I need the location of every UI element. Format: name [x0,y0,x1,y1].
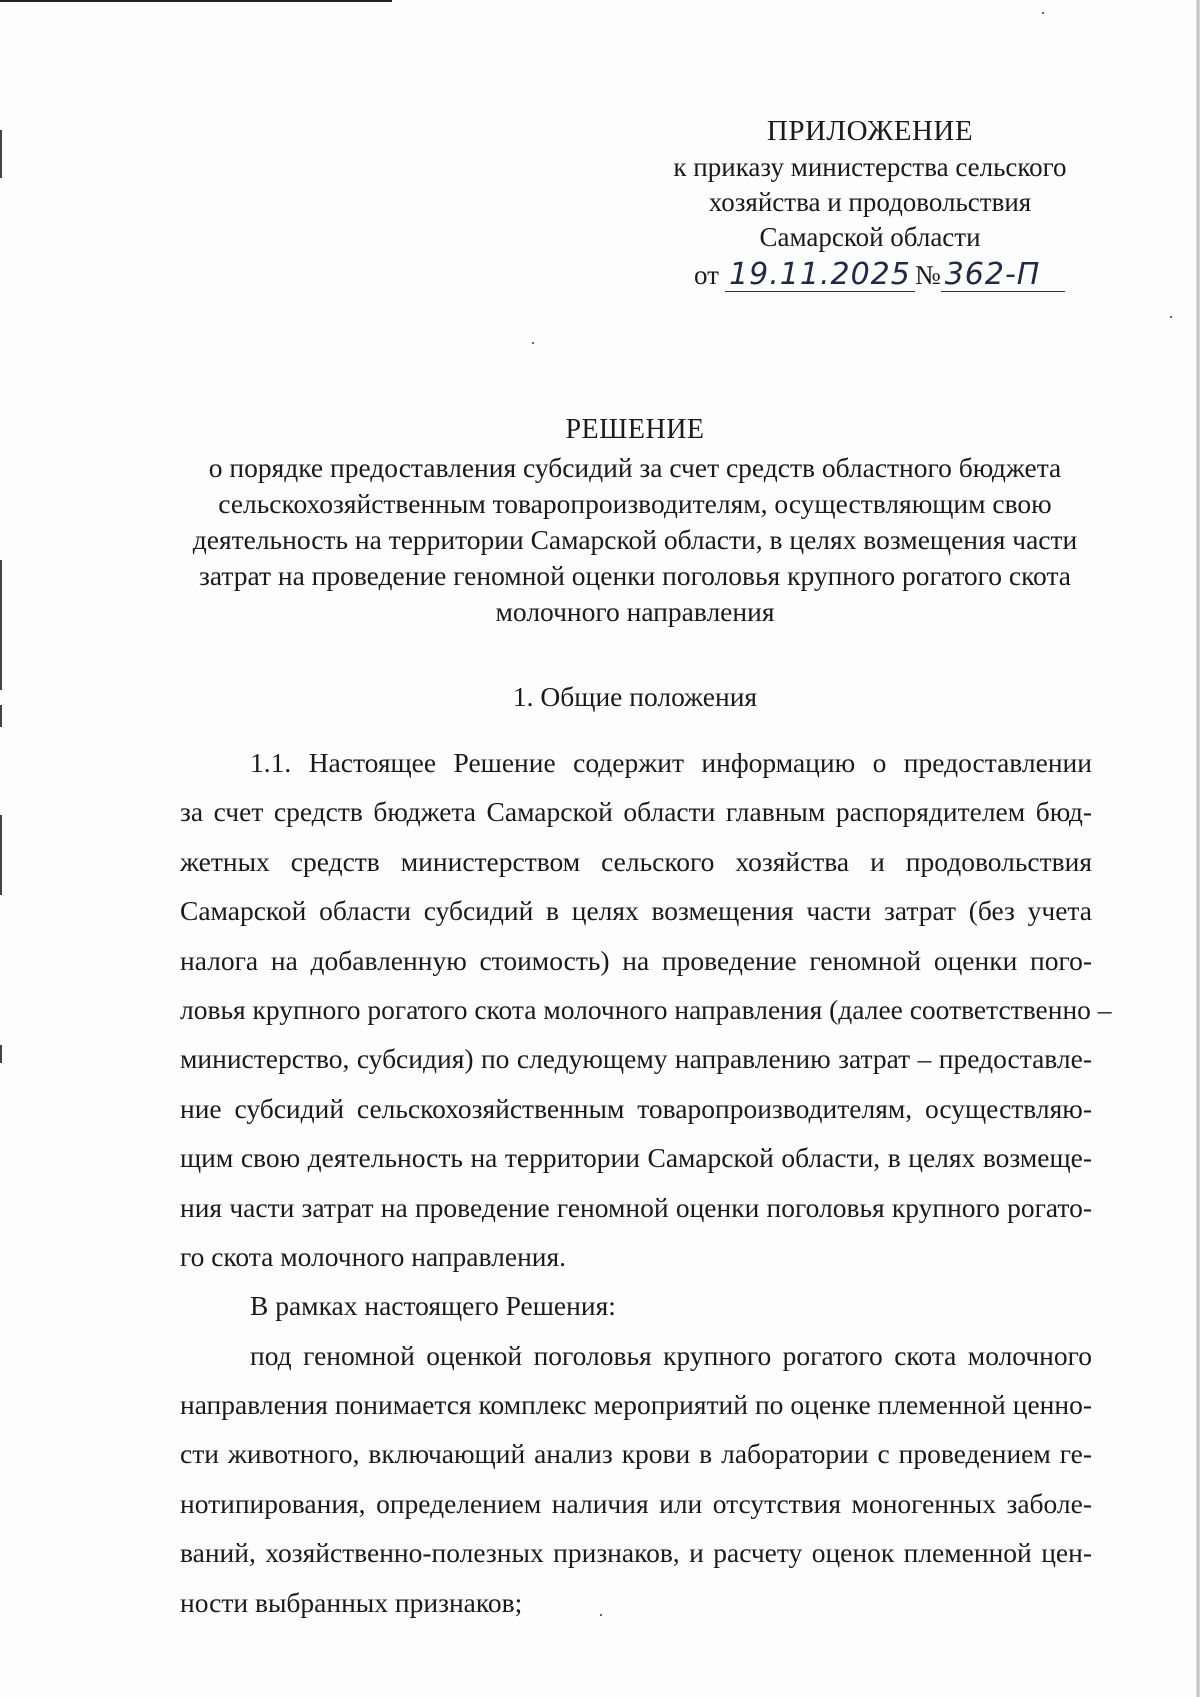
scan-artifact-dot [1042,12,1044,14]
text-line: ния части затрат на проведение геномной оценки поголовья крупного рогато- [180,1191,1092,1223]
order-prefix: от [694,260,719,290]
order-number-handwritten: 362-П [941,259,1065,292]
text-line: жетных средств министерством сельского хозяйства и продовольствия [180,845,1092,877]
text-line: нотипирования, определением наличия или отсутствия моногенных заболе- [180,1487,1092,1519]
text-line: министерство, субсидия) по следующему направлению затрат – предоставле- [180,1043,1092,1075]
scan-artifact-mark [0,130,2,178]
appendix-line: хозяйства и продовольствия [708,187,1032,217]
text-line: под геномной оценкой поголовья крупного рогатого скота молочного [250,1339,1092,1371]
text-line: сти животного, включающий анализ крови в лаборатории с проведением ге- [180,1438,1092,1470]
text-line: ние субсидий сельскохозяйственным товаропроизводителям, осуществляю- [180,1092,1092,1124]
appendix-header [600,112,1140,295]
decision-subtitle-line: молочного направления [495,596,775,627]
decision-subtitle-line: о порядке предоставления субсидий за счет средств областного бюджета [208,452,1062,483]
decision-heading [180,410,1090,630]
document-body [180,738,1112,1627]
paragraph [180,738,1112,1281]
appendix-line: к приказу министерства сельского [673,152,1067,182]
text-line: Самарской области субсидий в целях возмещения части затрат (без учета [180,895,1092,927]
text-line: щим свою деятельность на территории Самарской области, в целях возмеще- [180,1142,1092,1174]
scan-artifact-line [0,0,392,2]
text-line: ловья крупного рогатого скота молочного направления (далее соответственно – [180,993,1112,1025]
appendix-title: ПРИЛОЖЕНИЕ [766,115,974,147]
paragraph [180,1331,1092,1627]
order-number-sign: № [914,260,941,290]
decision-subtitle-line: сельскохозяйственным товаропроизводителям, осуществляющим свою [218,488,1052,519]
text-line: направления понимается комплекс мероприятий по оценке племенной ценно- [180,1389,1092,1421]
decision-subtitle-line: деятельность на территории Самарской области, в целях возмещения части [192,524,1078,555]
scan-artifact-dot [1170,316,1172,318]
scan-artifact-dot [532,342,534,344]
order-date-handwritten: 19.11.2025 [725,259,915,292]
order-reference [600,255,1140,295]
paragraph [180,1281,1092,1330]
text-line: В рамках настоящего Решения: [250,1290,616,1322]
scan-artifact-mark [0,705,2,727]
decision-subtitle-line: затрат на проведение геномной оценки поголовья крупного рогатого скота [199,560,1071,591]
section-heading: 1. Общие положения [512,681,758,712]
text-line: налога на добавленную стоимость) на проведение геномной оценки пого- [180,944,1092,976]
decision-title: РЕШЕНИЕ [565,414,705,445]
scan-artifact-edge [1196,0,1200,1697]
scan-artifact-mark [0,1045,2,1063]
text-line: го скота молочного направления. [180,1240,567,1272]
scan-artifact-mark [0,815,2,895]
text-line: за счет средств бюджета Самарской области главным распорядителем бюд- [180,796,1092,828]
scan-artifact-mark [0,560,2,690]
text-line: 1.1. Настоящее Решение содержит информацию о предоставлении [250,747,1092,778]
text-line: ности выбранных признаков; [180,1586,523,1618]
text-line: ваний, хозяйственно-полезных признаков, и расчету оценок племенной цен- [180,1537,1092,1569]
appendix-line: Самарской области [759,222,981,252]
